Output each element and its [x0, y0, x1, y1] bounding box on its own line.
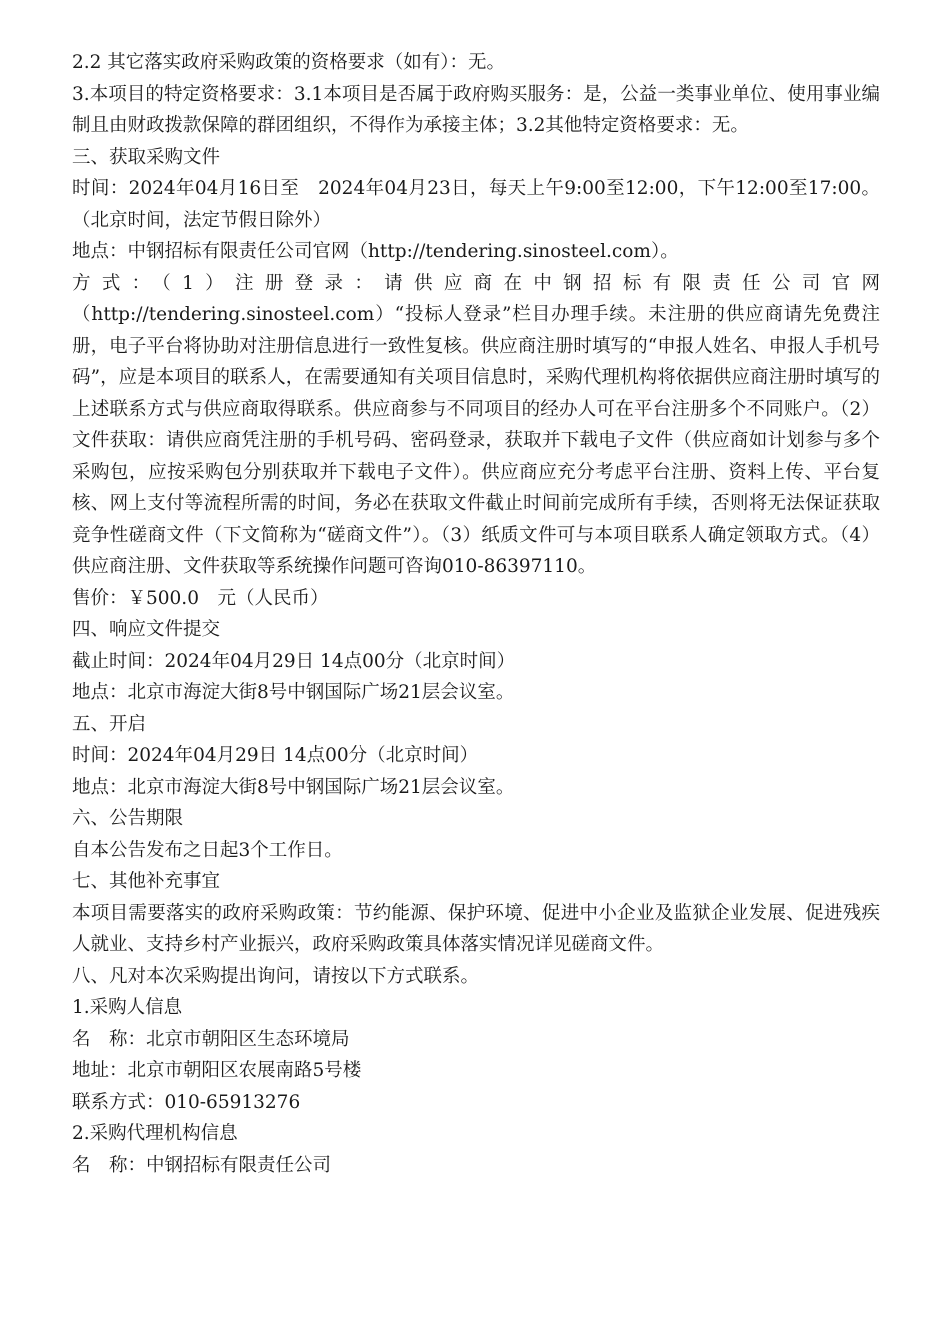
specific-qualification-paragraph: 3.本项目的特定资格要求：3.1本项目是否属于政府购买服务：是，公益一类事业单位、使用事业编制且由财政拨款保障的群团组织，不得作为承接主体；3.2其他特定资格要求：无。: [72, 83, 880, 136]
price-line: 售价：￥500.0 元（人民币）: [72, 587, 329, 609]
acquisition-method-paragraph: 方式：（1）注册登录：请供应商在中钢招标有限责任公司官网（http://tendering.sinosteel.com）“投标人登录”栏目办理手续。未注册的供应商请先免费注册，电子平台将协助对注册信息进行一致性复核。供应商注册时填写的“申报人姓名、申报人手机号码”，应是本项目的联系人，在需要通知有关项目信息时，采购代理机构将依据供应商注册时填写的上述联系方式与供应商取得联系。供应商参与不同项目的经办人可在平台注册多个不同账户。（2）文件获取：请供应商凭注册的手机号码、密码登录，获取并下载电子文件（供应商如计划参与多个采购包，应按采购包分别获取并下载电子文件）。供应商应充分考虑平台注册、资料上传、平台复核、网上支付等流程所需的时间，务必在获取文件截止时间前完成所有手续，否则将无法保证获取竞争性磋商文件（下文简称为“磋商文件”）。（3）纸质文件可与本项目联系人确定领取方式。（4）供应商注册、文件获取等系统操作问题可咨询010-86397110。: [72, 272, 880, 577]
purchaser-contact-line: 联系方式：010-65913276: [72, 1091, 301, 1113]
agency-name-line: 名 称：中钢招标有限责任公司: [72, 1154, 332, 1176]
opening-place-line: 地点：北京市海淀大街8号中钢国际广场21层会议室。: [72, 776, 515, 798]
document-page: [72, 47, 880, 1181]
purchaser-info-heading: 1.采购人信息: [72, 997, 183, 1018]
acquisition-place-line: 地点：中钢招标有限责任公司官网（http://tendering.sinosteel.com）。: [72, 241, 679, 262]
section-7-heading: 七、其他补充事宜: [72, 871, 221, 892]
acquisition-time-paragraph: 时间：2024年04月16日至 2024年04月23日，每天上午9:00至12:00，下午12:00至17:00。（北京时间，法定节假日除外）: [72, 178, 880, 231]
procurement-policy-paragraph: 本项目需要落实的政府采购政策：节约能源、保护环境、促进中小企业及监狱企业发展、促进残疾人就业、支持乡村产业振兴，政府采购政策具体落实情况详见磋商文件。: [72, 902, 880, 955]
qualification-2-2-line: 2.2 其它落实政府采购政策的资格要求（如有）：无。: [72, 52, 506, 73]
opening-time-line: 时间：2024年04月29日 14点00分（北京时间）: [72, 745, 479, 766]
agency-info-heading: 2.采购代理机构信息: [72, 1123, 238, 1144]
purchaser-name-line: 名 称：北京市朝阳区生态环境局: [72, 1028, 350, 1050]
submission-place-line: 地点：北京市海淀大街8号中钢国际广场21层会议室。: [72, 682, 515, 703]
section-8-heading: 八、凡对本次采购提出询问，请按以下方式联系。: [72, 965, 480, 987]
section-5-heading: 五、开启: [72, 713, 147, 735]
announcement-period-line: 自本公告发布之日起3个工作日。: [72, 839, 343, 861]
section-3-heading: 三、获取采购文件: [72, 146, 221, 168]
purchaser-address-line: 地址：北京市朝阳区农展南路5号楼: [72, 1060, 362, 1081]
section-6-heading: 六、公告期限: [72, 808, 184, 829]
submission-deadline-line: 截止时间：2024年04月29日 14点00分（北京时间）: [72, 650, 516, 672]
section-4-heading: 四、响应文件提交: [72, 619, 221, 640]
